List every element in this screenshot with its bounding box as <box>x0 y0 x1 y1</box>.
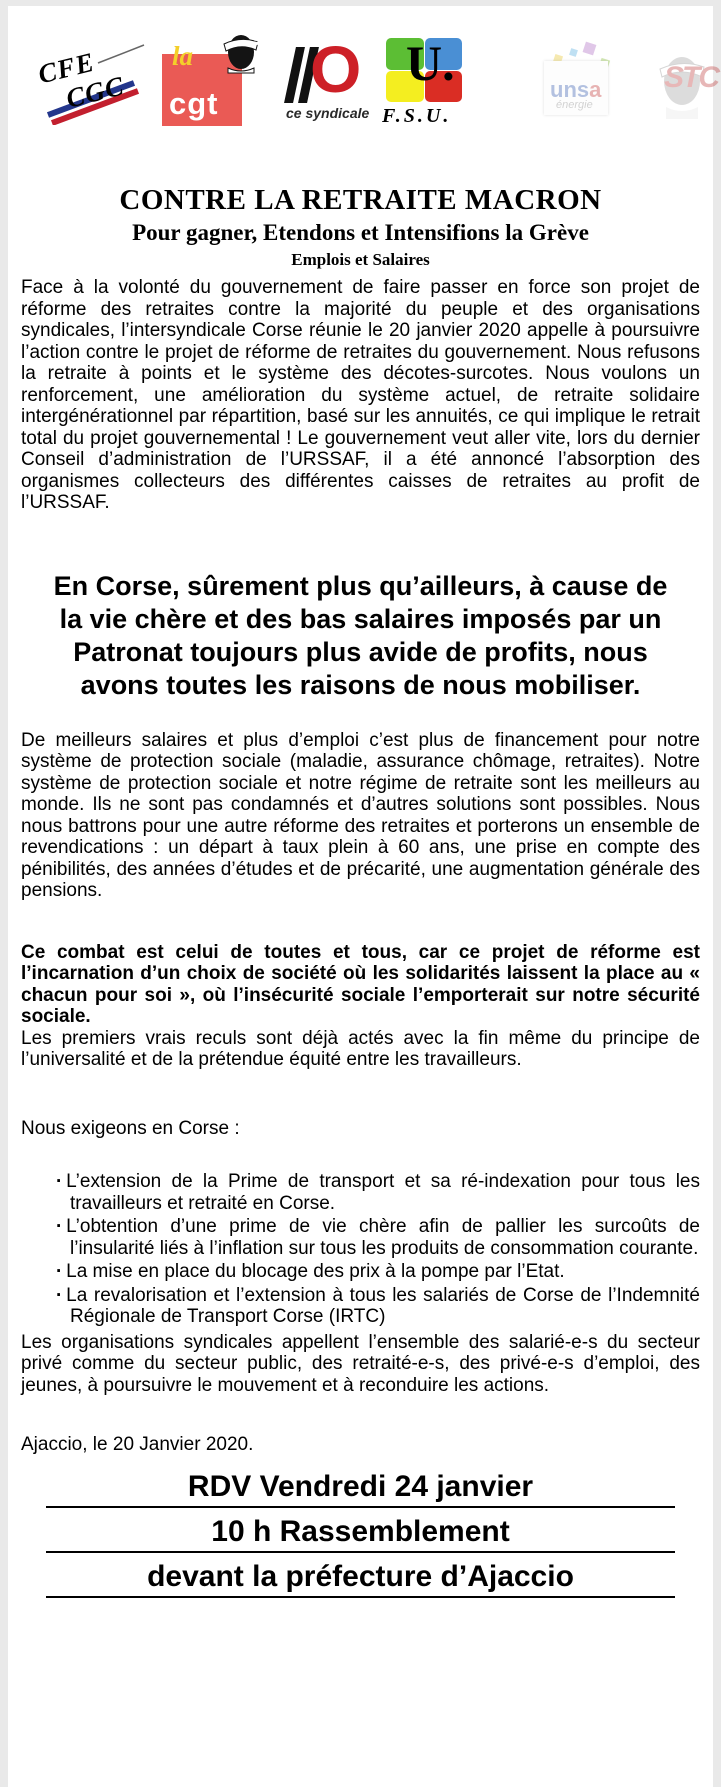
fsu-u-label: U. <box>406 35 455 91</box>
divider <box>46 1596 675 1598</box>
la-cgt-logo-icon <box>162 40 262 126</box>
demand-item: · L’extension de la Prime de transport et sa ré-indexation pour tous les travailleurs et retraité en Corse. <box>38 1171 700 1214</box>
fsu-logo-icon <box>382 35 480 128</box>
unsa-energie-logo-icon <box>540 43 620 123</box>
callout-line: En Corse, sûrement plus qu’ailleurs, à cause de <box>53 570 668 601</box>
paragraph-combat-bold: Ce combat est celui de toutes et tous, car ce projet de réforme est l’incarnation d’un choix de société où les solidarités laissent la place au « chacun pour soi », où l’insécurité sociale l’emporterait sur notre sécurité sociale. <box>21 941 700 1027</box>
kicker: Emplois et Salaires <box>291 250 430 269</box>
stc-logo-icon <box>648 43 716 123</box>
callout-heading <box>8 570 713 702</box>
rally-place: devant la préfecture d’Ajaccio <box>147 1559 574 1593</box>
callout-line: avons toutes les raisons de nous mobiliser. <box>80 669 641 700</box>
union-logo-row <box>35 32 718 127</box>
demand-item: · La mise en place du blocage des prix à la pompe par l’Etat. <box>38 1261 700 1283</box>
cfe-label: CFE <box>35 46 98 90</box>
callout-line: Patronat toujours plus avide de profits, nous <box>73 636 648 667</box>
callout-line: la vie chère et des bas salaires imposés par un <box>59 603 662 634</box>
fo-tagline: ce syndicale <box>286 105 370 121</box>
fsu-caption: F.S.U. <box>382 105 452 127</box>
rally-date: RDV Vendredi 24 janvier <box>187 1469 534 1503</box>
cgt-la-label: la <box>172 41 194 71</box>
demand-item: · La revalorisation et l’extension à tous les salariés de Corse de l’Indemnité Régionale de Transport Corse (IRTC) <box>38 1285 700 1328</box>
main-title: CONTRE LA RETRAITE MACRON <box>119 184 602 216</box>
unsa-caption: énergie <box>556 99 593 111</box>
divider <box>46 1506 675 1508</box>
fo-o-label: O <box>310 32 362 106</box>
paragraph-intro: Face à la volonté du gouvernement de faire passer en force son projet de réforme des retraites contre la majorité du peuple et des organisations syndicales, l’intersyndicale Corse réunie le 20 janvier 2020 appelle à poursuivre l’action contre le projet de réforme de retraites du gouvernement. Nous refusons la retraite à points et le système des décotes-surcotes. Nous voulons un renforcement, une amélioration du système actuel, de retraite solidaire intergénérationnel par répartition, basé sur les annuités, ce qui implique le retrait total du projet gouvernemental ! Le gouvernement veut aller vite, lors du dernier Conseil d’administration de l’URSSAF, il a été annoncé l’absorption des organismes collecteurs des différentes caisses de retraites au profit de l’URSSAF. <box>21 277 700 513</box>
cgt-label: cgt <box>169 86 219 121</box>
dateline: Ajaccio, le 20 Janvier 2020. <box>21 1434 254 1455</box>
stc-label: STC <box>664 61 718 94</box>
subtitle: Pour gagner, Etendons et Intensifions la Grève <box>132 220 589 245</box>
fo-logo-icon <box>276 32 370 123</box>
demands-intro: Nous exigeons en Corse : <box>21 1117 240 1139</box>
rally-announcement <box>8 1470 713 1598</box>
leaflet-page <box>8 6 718 1787</box>
paragraph-closing: Les organisations syndicales appellent l’ensemble des salarié-e-s du secteur privé comme du secteur public, des retraité-e-s, des privé-e-s d’emploi, des jeunes, à poursuivre le mouvement et à reconduire les actions. <box>21 1331 700 1396</box>
cfe-cgc-logo-icon <box>36 41 148 125</box>
paragraph-reculs: Les premiers vrais reculs sont déjà actés avec la fin même du principe de l’universalité et de la prétendue équité entre les travailleurs. <box>21 1027 700 1070</box>
cgc-label: CGC <box>63 70 128 114</box>
rally-time: 10 h Rassemblement <box>211 1514 510 1548</box>
demands-list <box>8 1171 713 1328</box>
demand-item: · L’obtention d’une prime de vie chère afin de pallier les surcoûts de l’insularité liés à l’inflation sur tous les produits de consommation courante. <box>38 1216 700 1259</box>
unsa-label: unsa <box>550 77 602 102</box>
divider <box>46 1551 675 1553</box>
paragraph-salaires: De meilleurs salaires et plus d’emploi c’est plus de financement pour notre système de protection sociale (maladie, assurance chômage, retraites). Notre système de protection sociale et notre régime de retraite sont les meilleurs au monde. Ils ne sont pas condamnés et d’autres solutions sont possibles. Nous nous battrons pour une autre réforme des retraites et porterons un ensemble de revendications : un départ à taux plein à 60 ans, une prise en compte des pénibilités, des années d’études et de précarité, une augmentation générale des pensions. <box>21 729 700 901</box>
moor-head-icon <box>220 28 262 74</box>
